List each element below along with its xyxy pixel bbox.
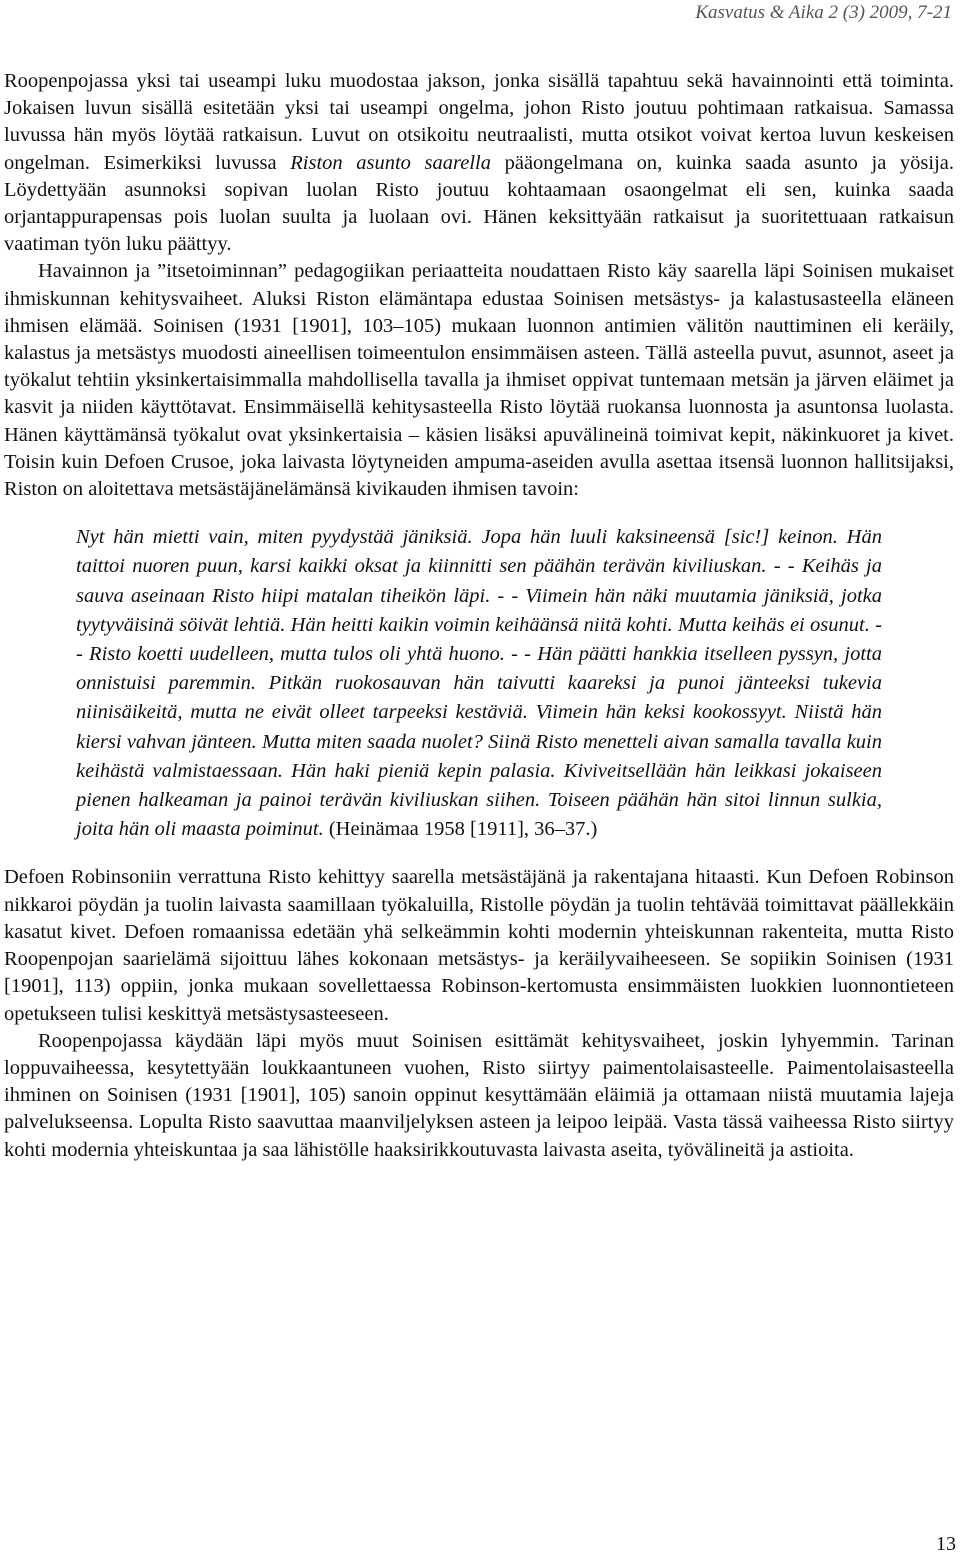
paragraph-4: Roopenpojassa käydään läpi myös muut Soinisen esittämät kehitysvaiheet, joskin lyhyemmin. Tarinan loppuvaiheessa, kesytettyään loukkaantuneen vuohen, Risto siirtyy paimentolaisasteelle. Paimentolaisasteella ihminen on Soinisen (1931 [1901], 105) sanoin oppinut kesyttämään eläimiä ja ottamaan niistä muutamia lajeja palvelukseensa. Lopulta Risto saavuttaa maanviljelyksen asteen ja leipoo leipää. Vasta tässä vaiheessa Risto siirtyy kohti modernia yhteiskuntaa ja saa lähistölle haaksirikkoutuvasta laivasta aseita, työvälineitä ja astioita.: [4, 1029, 954, 1161]
paragraph-3: Defoen Robinsoniin verrattuna Risto kehittyy saarella metsästäjänä ja rakentajana hitaasti. Kun Defoen Robinson nikkaroi pöydän ja tuolin laivasta saamillaan työkaluilla, Ristolle pöydän ja tuolin tehtävää toimittavat päällekkäin kasatut kivet. Defoen romaanissa edetään yhä selkeämmin kohti modernin yhteiskunnan rakenteita, mutta Risto Roopenpojan saarielämä sijoittuu lähes kokonaan metsästys- ja keräilyvaiheeseen. Se sopiikin Soinisen (1931 [1901], 113) oppiin, jonka mukaan sovellettaessa Robinson-kertomusta ensimmäisten luokkien luonnontieteen opetukseen tulisi keskittyä metsästysasteeseen.: [4, 866, 954, 1025]
quote-reference: (Heinämaa 1958 [1911], 36–37.): [323, 818, 598, 841]
paragraph-1-text-a: Roopenpojassa yksi tai useampi luku muodostaa jakson, jonka sisällä tapahtuu sekä havainnointi että toiminta. Jokaisen luvun sisällä esitetään yksi tai useampi ongelma, johon Risto joutuu pohtimaan ratkaisua. Samassa luvussa hän myös löytää ratkaisun. Luvut on otsikoitu neutraalisti, mutta otsikot voivat kertoa luvun keskeisen ongelman. Esimerkiksi luvussa: [4, 70, 954, 174]
paragraph-1: [4, 68, 954, 258]
article-body: [4, 68, 954, 1164]
quote-text: Nyt hän mietti vain, miten pyydystää jäniksiä. Jopa hän luuli kaksineensä [sic!] keinon. Hän taittoi nuoren puun, karsi kaikki oksat ja kiinnitti sen päähän terävän kiviliuskan. - - Keihäs ja sauva aseinaan Risto hiipi matalan tiheikön läpi. - - Viimein hän näki muutamia jäniksiä, jotka tyytyväisinä söivät lehtiä. Hän heitti kaikin voimin keihäänsä niitä kohti. Mutta keihäs ei osunut. - - Risto koetti uudelleen, mutta tulos oli yhtä huono. - - Hän päätti hankkia itselleen pyssyn, jotta onnistuisi paremmin. Pitkän ruokosauvan hän taivutti kaareksi ja punoi jänteeksi tukevia niinisäikeitä, mutta ne eivät olleet tarpeeksi kestäviä. Viimein hän keksi kookossyyt. Niistä hän kiersi vahvan jänteen. Mutta miten saada nuolet? Siinä Risto menetteli aivan samalla tavalla kuin keihästä valmistaessaan. Hän haki pieniä kepin palasia. Kiviveitsellään hän leikkasi jokaiseen pienen halkeaman ja painoi terävän kiviliuskan siihen. Toiseen päähän hän sitoi linnun sulkia, joita hän oli maasta poiminut.: [76, 526, 882, 841]
paragraph-1-text-b: pääongelmana on, kuinka saada asunto ja yösija. Löydettyään asunnoksi sopivan luolan Risto joutuu kohtaamaan osaongelmat eli sen, kuinka saada orjantappurapensas pois luolan suulta ja luolaan ovi. Hänen keksittyään ratkaisut ja suoritettuaan ratkaisun vaatiman työn luku päättyy.: [4, 151, 955, 256]
page-number: 13: [936, 1533, 956, 1555]
block-quote: [76, 523, 882, 844]
paragraph-2: Havainnon ja ”itsetoiminnan” pedagogiikan periaatteita noudattaen Risto käy saarella läpi Soinisen mukaiset ihmiskunnan kehitysvaiheet. Aluksi Riston elämäntapa edustaa Soinisen metsästys- ja kalastusasteella eläneen ihmisen elämää. Soinisen (1931 [1901], 103–105) mukaan luonnon antimien välitön nauttiminen eli keräily, kalastus ja metsästys muodosti aineellisen toimeentulon ensimmäisen asteen. Tällä asteella puvut, asunnot, aseet ja työkalut tehtiin yksinkertaisimmalla mahdollisella tavalla ja ihmiset oppivat tuntemaan metsän ja järven eläimet ja kasvit ja niiden käyttötavat. Ensimmäisellä kehitysasteella Risto löytää ruokansa luonnosta ja asuntonsa luolasta. Hänen käyttämänsä työkalut ovat yksinkertaisia – käsien lisäksi apuvälineinä toimivat kepit, näkinkuoret ja kivet. Toisin kuin Defoen Crusoe, joka laivasta löytyneiden ampuma-aseiden avulla asettaa itsensä luonnon hallitsijaksi, Riston on aloitettava metsästäjänelämänsä kivikauden ihmisen tavoin:: [4, 260, 954, 501]
chapter-title: Riston asunto saarella: [290, 151, 491, 174]
running-header: Kasvatus & Aika 2 (3) 2009, 7-21: [695, 2, 952, 23]
